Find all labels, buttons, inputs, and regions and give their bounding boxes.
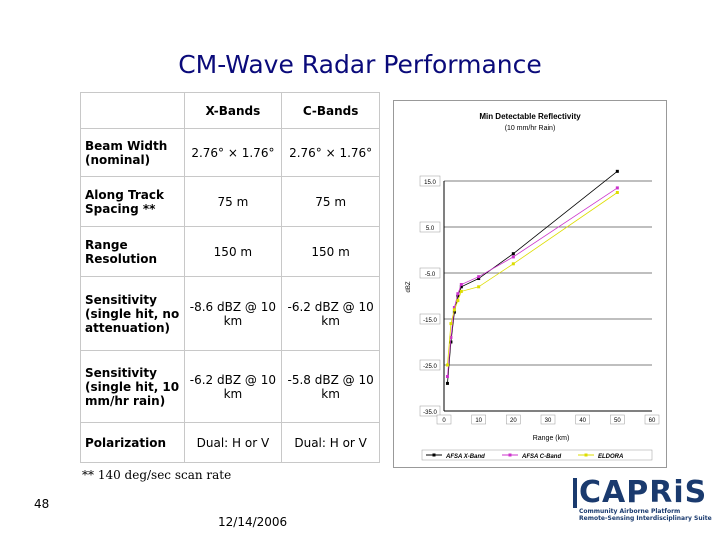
x-tick-label: 50 <box>613 418 621 424</box>
table-header-c-band: C-Bands <box>282 93 380 129</box>
row-label: Range Resolution <box>81 227 185 277</box>
series-line-1 <box>447 188 617 377</box>
y-tick-label: 5.0 <box>425 226 435 232</box>
y-tick-label: 15.0 <box>424 180 436 186</box>
legend-label: AFSA C-Band <box>522 454 562 460</box>
data-point <box>456 292 459 295</box>
legend-marker <box>509 454 512 457</box>
legend-marker <box>433 454 436 457</box>
y-tick-label: -25.0 <box>423 364 437 370</box>
row-label: Polarization <box>81 423 185 463</box>
cell-c-band: -5.8 dBZ @ 10 km <box>282 351 380 423</box>
x-tick-label: 0 <box>442 418 446 424</box>
cell-x-band: Dual: H or V <box>184 423 282 463</box>
y-tick-label: -15.0 <box>423 318 437 324</box>
data-point <box>512 255 515 258</box>
series-line-0 <box>447 171 617 383</box>
cell-c-band: 150 m <box>282 227 380 277</box>
x-tick-label: 30 <box>544 418 552 424</box>
page-number: 48 <box>34 497 50 511</box>
legend-marker <box>585 454 588 457</box>
chart-series <box>446 170 619 385</box>
chart-svg <box>394 101 666 467</box>
cell-x-band: 150 m <box>184 227 282 277</box>
slide-date: 12/14/2006 <box>218 515 288 529</box>
data-point <box>460 283 463 286</box>
chart-title: Min Detectable Reflectivity <box>479 112 581 121</box>
x-axis-label: Range (km) <box>532 435 570 442</box>
legend-label: ELDORA <box>598 454 624 460</box>
cell-x-band: 2.76° × 1.76° <box>184 129 282 177</box>
chart-legend <box>422 450 652 460</box>
cell-c-band: Dual: H or V <box>282 423 380 463</box>
y-tick-label: -35.0 <box>423 410 437 416</box>
data-point <box>460 290 463 293</box>
row-label: Sensitivity (single hit, no attenuation) <box>81 277 185 351</box>
series-line-2 <box>447 193 617 366</box>
table-row <box>81 423 380 463</box>
chart-ticks <box>420 176 659 424</box>
data-point <box>512 252 515 255</box>
table-row <box>81 277 380 351</box>
cell-x-band: 75 m <box>184 177 282 227</box>
row-label: Beam Width (nominal) <box>81 129 185 177</box>
table-row <box>81 351 380 423</box>
cell-c-band: -6.2 dBZ @ 10 km <box>282 277 380 351</box>
slide-title: CM-Wave Radar Performance <box>178 50 542 79</box>
cell-x-band: -6.2 dBZ @ 10 km <box>184 351 282 423</box>
data-point <box>477 285 480 288</box>
logo-line-1: Community Airborne Platform <box>579 508 681 515</box>
data-point <box>449 322 452 325</box>
logo-wordmark: CAPRiS <box>579 475 708 510</box>
cell-x-band: -8.6 dBZ @ 10 km <box>184 277 282 351</box>
cell-c-band: 75 m <box>282 177 380 227</box>
data-point <box>616 191 619 194</box>
data-point <box>453 308 456 311</box>
data-point <box>616 186 619 189</box>
data-point <box>446 364 449 367</box>
x-tick-label: 10 <box>475 418 483 424</box>
row-label: Sensitivity (single hit, 10 mm/hr rain) <box>81 351 185 423</box>
table-row <box>81 227 380 277</box>
cell-c-band: 2.76° × 1.76° <box>282 129 380 177</box>
performance-table <box>80 92 380 463</box>
y-tick-label: -5.0 <box>424 272 436 278</box>
data-point <box>512 262 515 265</box>
row-label: Along Track Spacing ** <box>81 177 185 227</box>
x-tick-label: 20 <box>509 418 517 424</box>
table-row <box>81 129 380 177</box>
table-header-x-band: X-Bands <box>184 93 282 129</box>
data-point <box>456 299 459 302</box>
x-tick-label: 40 <box>579 418 587 424</box>
logo-line-2: Remote-Sensing Interdisciplinary Suite <box>579 515 712 522</box>
table-row <box>81 177 380 227</box>
chart-subtitle: (10 mm/hr Rain) <box>504 125 556 132</box>
legend-label: AFSA X-Band <box>446 454 485 460</box>
reflectivity-chart <box>393 100 667 468</box>
data-point <box>616 170 619 173</box>
logo-bar <box>573 478 577 508</box>
footnote: ** 140 deg/sec scan rate <box>82 468 232 482</box>
table-header-row <box>81 93 380 129</box>
y-axis-label: dBZ <box>406 281 412 293</box>
data-point <box>446 382 449 385</box>
x-tick-label: 60 <box>648 418 656 424</box>
data-point <box>477 275 480 278</box>
chart-grid <box>444 181 652 411</box>
data-point <box>446 375 449 378</box>
capris-logo <box>573 475 713 536</box>
table-header-empty <box>81 93 185 129</box>
